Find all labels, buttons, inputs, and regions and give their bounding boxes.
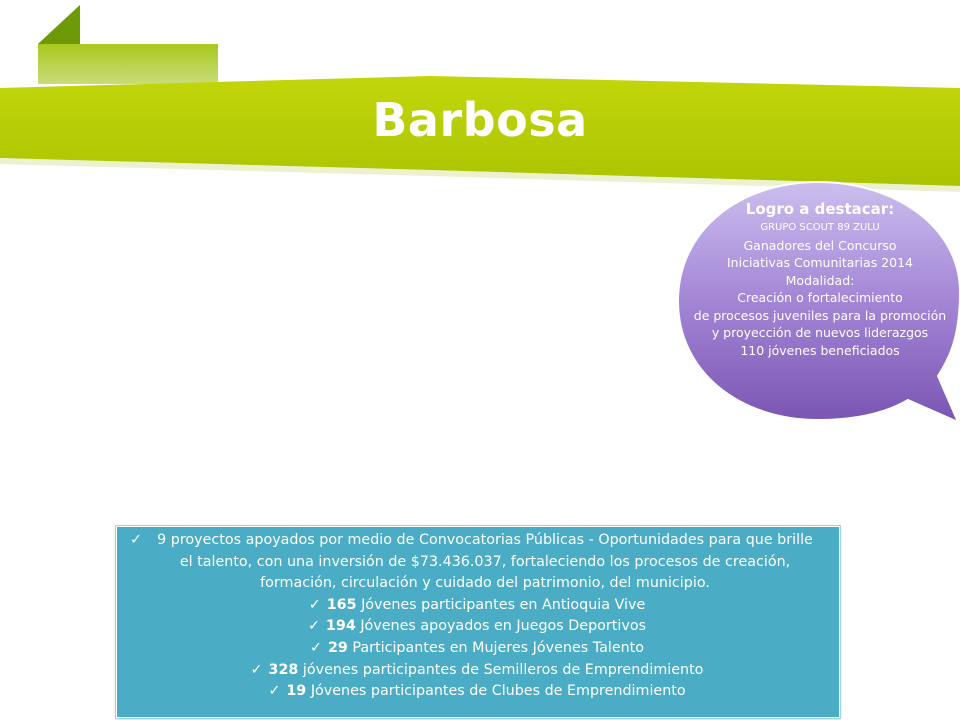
highlight-heading: Logro a destacar:	[745, 200, 895, 218]
highlight-line: y proyección de nuevos liderazgos	[711, 325, 929, 340]
highlight-line: de procesos juveniles para la promoción	[693, 307, 947, 323]
page-title: Barbosa	[372, 93, 588, 147]
list-item	[116, 660, 838, 682]
checkmark-icon: ✓	[307, 618, 320, 635]
checkmark-icon: ✓	[268, 683, 281, 700]
list-item-number: 165	[326, 596, 357, 613]
highlight-line: Creación o fortalecimiento	[737, 290, 903, 305]
checkmark-icon: ✓	[130, 532, 142, 548]
list-item	[116, 638, 838, 660]
highlight-line: Iniciativas Comunitarias 2014	[726, 255, 913, 270]
list-item-text: Jóvenes apoyados en Juegos Deportivos	[360, 618, 647, 635]
list-item-text: 9 proyectos apoyados por medio de Convocatorias Públicas - Oportunidades para que brille el talento, con una inversión de $73.436.037, fortaleciendo los procesos de creación, formación, circulación y cuidado del patrimonio, del municipio.	[157, 532, 813, 592]
list-item-text: jóvenes participantes de Semilleros de Emprendimiento	[302, 661, 704, 678]
highlight-line: 110 jóvenes beneficiados	[740, 342, 900, 358]
list-item	[116, 595, 838, 617]
list-item	[116, 681, 838, 703]
list-item	[116, 616, 838, 638]
list-item-number: 29	[327, 639, 348, 656]
list-item-text: Jóvenes participantes de Clubes de Emprendimiento	[310, 683, 686, 700]
list-item-number: 328	[268, 661, 299, 678]
highlight-line: Ganadores del Concurso	[743, 237, 897, 253]
list-item	[116, 530, 838, 595]
list-item-number: 19	[286, 683, 307, 700]
list-item-text: Participantes en Mujeres Jóvenes Talento	[352, 639, 645, 656]
checkmark-icon: ✓	[250, 661, 263, 678]
highlight-group: GRUPO SCOUT 89 ZULU	[760, 222, 880, 233]
checkmark-icon: ✓	[308, 596, 321, 613]
list-item-number: 194	[325, 618, 356, 635]
checkmark-icon: ✓	[309, 639, 322, 656]
highlight-line: Modalidad:	[785, 272, 855, 288]
list-item-text: Jóvenes participantes en Antioquia Vive	[361, 596, 646, 613]
results-list	[116, 530, 838, 703]
highlight-text	[678, 199, 960, 359]
